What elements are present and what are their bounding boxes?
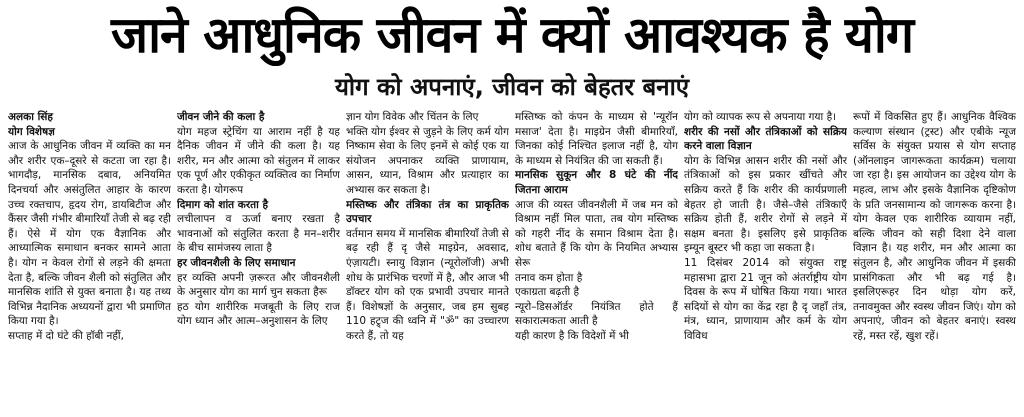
article-paragraph: सप्ताह में दो घंटे की हॉबी नहीं,: [8, 329, 124, 342]
article-paragraph: वर्तमान समय में मानसिक बीमारियाँ तेजी से बढ़ रही हैं दृ जैसे माइग्रेन, अवसाद, एंज़ायटी। स्नायु विज्ञान (न्यूरोलॉजी) अभी शोध के प्रारंभिक चरणों में है, और आज भी डॉक्टर योग को एक प्रभावी उपचार मानते हैं। विशेषज्ञों के अनुसार, जब हम सुबह 110 हट्र्ज की ध्वनि में "ॐ" का उच्चारण करते हैं, तो यह: [346, 227, 509, 342]
article-paragraph: यही कारण है कि विदेशों में भी: [515, 329, 629, 342]
article-paragraph: योग महज स्ट्रेचिंग या आराम नहीं है यह दैनिक जीवन में जीने की कला है। यह शरीर, मन और आत्मा को संतुलन में लाकर एक पूर्ण और एकीकृत व्यक्तित्व का निर्माण करता है। योगरूप: [177, 125, 340, 196]
section-heading: दिमाग को शांत करता है: [177, 198, 269, 211]
article-paragraph: एकाग्रता बढ़ती है: [515, 286, 580, 299]
article-column-1: [8, 110, 171, 417]
article-columns: [8, 110, 1018, 417]
article-paragraph: योग को व्यापक रूप से अपनाया गया है।: [684, 111, 837, 123]
section-heading: हर जीवनशैली के लिए समाधान: [177, 256, 296, 269]
article-paragraph: हठ योग शारीरिक मजबूती के लिए राज योग ध्यान और आत्म–अनुशासन के लिए: [177, 300, 340, 328]
section-heading: मानसिक सुकून और 8 घंटे की नींद जितना आराम: [515, 169, 678, 196]
page-subheadline: योग को अपनाएं, जीवन को बेहतर बनाएं: [334, 73, 690, 101]
article-paragraph: न्यूरो–डिसऑर्डर नियंत्रित होते हैं सकारात्मकता आती है: [515, 300, 678, 328]
article-paragraph: 11 दिसंबर 2014 को संयुक्त राष्ट्र महासभा द्वारा 21 जून को अंतर्राष्ट्रीय योग दिवस के रूप में घोषित किया गया। भारत सदियों से योग का केंद्र रहा है दृ जहाँ तंत्र, मंत्र, ध्यान, प्राणायाम और कर्म के योग विविध: [684, 256, 847, 342]
article-paragraph: रूपों में विकसित हुए हैं। आधुनिक वैश्विक कल्याण संस्थान (ट्रस्ट) और एबीके न्यूज सर्विस के संयुक्त प्रयास से योग सप्ताह (ऑनलाइन जागरूकता कार्यक्रम) चलाया जा रहा है। इस आयोजन का उद्देश्य योग के महत्व, लाभ और इसके वैज्ञानिक दृष्टिकोण के प्रति जनसामान्य को जागरूक करना है। योग केवल एक शारीरिक व्यायाम नहीं, बल्कि जीवन को सही दिशा देने वाला विज्ञान है। यह शरीर, मन और आत्मा का संतुलन है, और आधुनिक जीवन में इसकी प्रासंगिकता और भी बढ़ गई है। इसलिएरूहर दिन थोड़ा योग करें, तनावमुक्त और स्वस्थ जीवन जिएं। योग को अपनाएं, जीवन को बेहतर बनाएं। स्वस्थ रहें, मस्त रहें, खुश रहें।: [853, 111, 1016, 342]
article-column-2: [177, 110, 340, 417]
article-paragraph: लचीलापन व ऊर्जा बनाए रखता है भावनाओं को संतुलित करता है मन–शरीर के बीच सामंजस्य लाता है: [177, 213, 340, 255]
article-column-3: [346, 110, 509, 417]
author-role: योग विशेषज्ञ: [8, 125, 55, 138]
article-paragraph: हर व्यक्ति अपनी ज़रूरत और जीवनशैली के अनुसार योग का मार्ग चुन सकता हैरू: [177, 271, 340, 299]
section-heading: मस्तिष्क और तंत्रिका तंत्र का प्राकृतिक उपचार: [346, 198, 509, 226]
article-paragraph: भक्ति योग ईश्वर से जुड़ने के लिए कर्म योग निष्काम सेवा के लिए इनमें से कोई एक या संयोजन अपनाकर व्यक्ति प्राणायाम, आसन, ध्यान, विश्राम और प्रत्याहार का अभ्यास कर सकता है।: [346, 125, 509, 196]
article-paragraph: मस्तिष्क को कंपन के माध्यम से 'न्यूरॉन मसाज' देता है। माइग्रेन जैसी बीमारियाँ, जिनका कोई निश्चित इलाज नहीं है, योग के माध्यम से नियंत्रित की जा सकती हैं।: [515, 111, 678, 167]
article-paragraph: आज के आधुनिक जीवन में व्यक्ति का मन और शरीर एक–दूसरे से कटता जा रहा है। भागदौड़, मानसिक दबाव, अनियमित दिनचर्या और असंतुलित आहार के कारण उच्च रक्तचाप, हृदय रोग, डायबिटीज और कैंसर जैसी गंभीर बीमारियाँ तेजी से बढ़ रही हैं। ऐसे में योग एक वैज्ञानिक और आध्यात्मिक समाधान बनकर सामने आता है। योग न केवल रोगों से लड़ने की क्षमता देता है, बल्कि जीवन शैली को संतुलित और मानसिक शांति से युक्त बनाता है। यह तथ्य विभिन्न नैदानिक अध्ययनों द्वारा भी प्रमाणित किया गया है।: [8, 140, 171, 328]
section-heading: शरीर की नसों और तंत्रिकाओं को सक्रिय करने वाला विज्ञान: [684, 125, 847, 153]
article-column-5: [684, 110, 847, 417]
article-paragraph: आज की व्यस्त जीवनशैली में जब मन को विश्राम नहीं मिल पाता, तब योग मस्तिष्क को गहरी नींद के समान विश्राम देता है। शोध बताते हैं कि योग के नियमित अभ्यास सेरू: [515, 198, 678, 269]
author-name: अलका सिंह: [8, 111, 53, 123]
page-headline: जाने आधुनिक जीवन में क्यों आवश्यक है योग: [111, 6, 913, 64]
section-heading: जीवन जीने की कला है: [177, 111, 265, 123]
article-column-6: [853, 110, 1016, 417]
article-column-4: [515, 110, 678, 417]
article-paragraph: ज्ञान योग विवेक और चिंतन के लिए: [346, 111, 479, 123]
article-paragraph: तनाव कम होता है: [515, 271, 583, 284]
article-paragraph: योग के विभिन्न आसन शरीर की नसों और तंत्रिकाओं को इस प्रकार खींचते और सक्रिय करते हैं कि शरीर की कार्यप्रणाली बेहतर हो जाती है। जैसे–जैसे तंत्रिकाएँ सक्रिय होती हैं, शरीर रोगों से लड़ने में सक्षम बनता है। इसलिए इसे प्राकृतिक इम्यून बूस्टर भी कहा जा सकता है।: [684, 154, 847, 255]
